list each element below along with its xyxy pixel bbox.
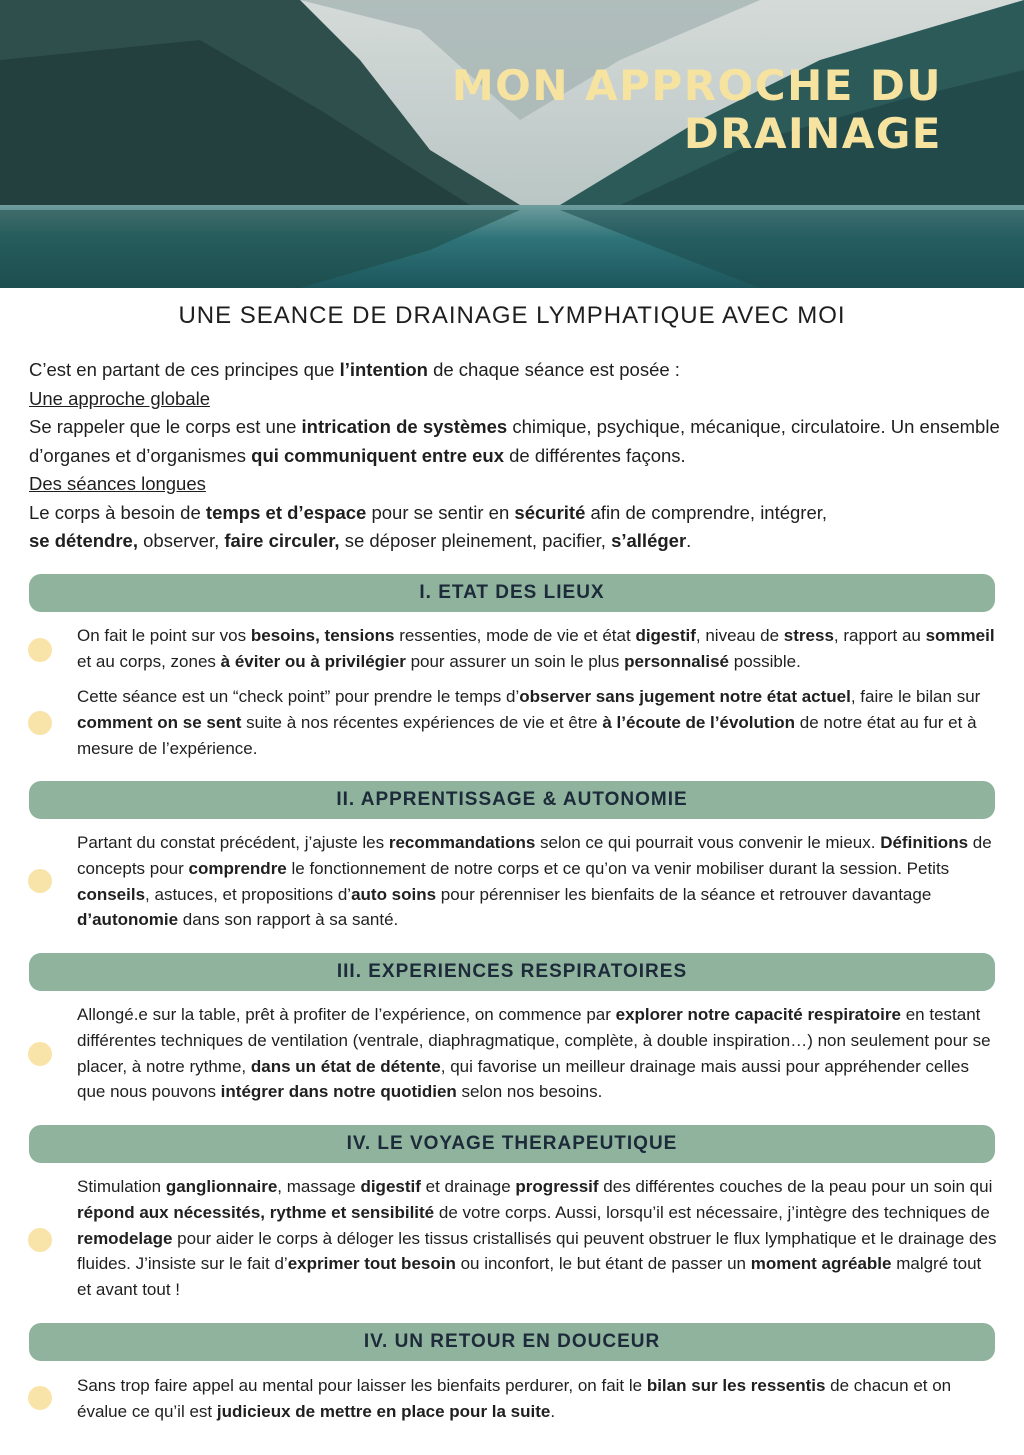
text-run: possible. <box>729 651 801 671</box>
bullet-dot <box>28 638 52 662</box>
text-run: C’est en partant de ces principes que <box>29 359 340 380</box>
text-run: pour aider le corps à déloger les tissus cristallisés qui peuvent obstruer le flux lymphatique et le drainage des fluides. J’insiste sur le fait d’ <box>77 1228 997 1274</box>
bold-text: intrication de systèmes <box>301 416 508 437</box>
text-run: selon nos besoins. <box>456 1082 603 1102</box>
bold-text: comment on se sent <box>77 712 242 732</box>
bold-text: à l’écoute de l’évolution <box>602 712 796 732</box>
text-run: en testant différentes techniques de ventilation (ventrale, diaphragmatique, complète, à double inspiration…) non seulement pour se placer, à notre rythme, <box>77 1005 991 1076</box>
section-4-paragraph <box>77 1174 999 1303</box>
bullet-dot <box>28 1228 52 1252</box>
text-run: de notre état au fur et à mesure de l’expérience. <box>77 712 977 758</box>
section-header-etat-des-lieux: I. ETAT DES LIEUX <box>29 574 995 612</box>
hero-banner <box>0 0 1024 288</box>
bold-text: conseils <box>77 884 146 904</box>
text-run: ressenties, mode de vie et état <box>394 626 636 645</box>
intro-paragraph-2a <box>29 499 1004 528</box>
bold-text: observer sans jugement notre état actuel <box>519 687 851 706</box>
text-run: Le corps à besoin de <box>29 501 206 523</box>
bold-text: remodelage <box>77 1228 173 1248</box>
text-run: pour pérenniser les bienfaits de la séance et retrouver davantage <box>436 884 932 904</box>
section-header-voyage: IV. LE VOYAGE THERAPEUTIQUE <box>29 1125 995 1163</box>
bold-text: auto soins <box>351 884 437 904</box>
text-run: , faire le bilan sur <box>850 687 981 706</box>
text-run: de différentes façons. <box>504 444 686 466</box>
bold-text: comprendre <box>188 858 287 878</box>
title-line-1: MON APPROCHE DU <box>451 61 942 110</box>
text-run: malgré tout et avant tout ! <box>77 1254 982 1300</box>
bold-text: personnalisé <box>624 651 730 671</box>
text-run: dans son rapport à sa santé. <box>178 910 399 930</box>
bold-text: l’intention <box>339 359 428 380</box>
bold-text: temps et d’espace <box>205 501 367 523</box>
section-3-paragraph <box>77 1002 999 1105</box>
text-run: Se rappeler que le corps est une <box>29 416 302 437</box>
text-run: de chaque séance est posée : <box>427 359 680 380</box>
bold-text: sécurité <box>514 501 586 523</box>
heading-seances-longues: Des séances longues <box>29 473 206 494</box>
bold-text: se détendre, <box>29 530 138 551</box>
bold-text: progressif <box>515 1177 599 1196</box>
text-run: pour se sentir en <box>366 501 515 523</box>
text-run: de votre corps. Aussi, lorsqu’il est nécessaire, j’intègre des techniques de <box>434 1202 990 1222</box>
bold-text: recommandations <box>388 833 536 852</box>
text-run: Allongé.e sur la table, prêt à profiter de l’expérience, on commence par <box>77 1005 616 1024</box>
section-header-retour: IV. UN RETOUR EN DOUCEUR <box>29 1323 995 1361</box>
bold-text: qui communiquent entre eux <box>251 444 504 466</box>
bold-text: exprimer tout besoin <box>287 1254 456 1274</box>
bold-text: intégrer dans notre quotidien <box>220 1082 457 1102</box>
subtitle: UNE SEANCE DE DRAINAGE LYMPHATIQUE AVEC MOI <box>178 302 846 329</box>
bold-text: répond aux nécessités, rythme et sensibilité <box>77 1202 435 1222</box>
bold-text: stress <box>783 626 834 645</box>
text-run: le fonctionnement de notre corps et ce qu’on va venir mobiliser durant la session. Petits <box>286 858 950 878</box>
bold-text: Définitions <box>880 833 969 852</box>
text-run: et au corps, zones <box>77 651 221 671</box>
bold-text: ganglionnaire <box>165 1177 278 1196</box>
intro-line <box>29 356 1004 385</box>
text-run: . <box>686 530 692 551</box>
bullet-dot <box>28 711 52 735</box>
text-run: de chacun et on évalue ce qu’il est <box>77 1376 952 1421</box>
bold-text: judicieux de mettre en place pour la suite <box>216 1401 551 1421</box>
text-run: suite à nos récentes expériences de vie et être <box>241 712 603 732</box>
bold-text: moment agréable <box>750 1254 892 1274</box>
intro-paragraph-2b <box>29 527 1004 556</box>
section-1-paragraph-2 <box>77 684 999 761</box>
text-run: . <box>550 1401 556 1421</box>
text-run: chimique, psychique, mécanique, circulatoire. Un ensemble d’organes et d’organismes <box>29 416 1000 466</box>
text-run: ou inconfort, le but étant de passer un <box>455 1254 751 1274</box>
text-run: Sans trop faire appel au mental pour laisser les bienfaits perdurer, on fait le <box>77 1376 647 1395</box>
text-run: des différentes couches de la peau pour un soin qui <box>598 1177 993 1196</box>
bullet-dot <box>28 1386 52 1410</box>
bold-text: digestif <box>635 626 696 645</box>
page-title <box>452 62 942 158</box>
text-run: selon ce qui pourrait vous convenir le mieux. <box>535 833 881 852</box>
section-header-apprentissage: II. APPRENTISSAGE & AUTONOMIE <box>29 781 995 819</box>
bold-text: s’alléger <box>611 530 687 551</box>
heading-approche-globale: Une approche globale <box>29 387 211 409</box>
bullet-dot <box>28 1042 52 1066</box>
intro-paragraph-1 <box>29 413 1004 470</box>
bold-text: faire circuler, <box>224 530 340 551</box>
bold-text: bilan sur les ressentis <box>646 1376 826 1395</box>
bullet-dot <box>28 869 52 893</box>
bold-text: digestif <box>360 1177 421 1196</box>
bold-text: dans un état de détente <box>250 1056 441 1076</box>
text-run: , astuces, et propositions d’ <box>145 884 352 904</box>
text-run: afin de comprendre, intégrer, <box>585 501 828 523</box>
text-run: pour assurer un soin le plus <box>405 651 625 671</box>
text-run: et drainage <box>420 1177 516 1196</box>
text-run: , niveau de <box>695 626 784 645</box>
bold-text: besoins, tensions <box>250 626 395 645</box>
bold-text: sommeil <box>925 626 995 645</box>
text-run: Cette séance est un “check point” pour prendre le temps d’ <box>77 687 520 706</box>
bold-text: d’autonomie <box>77 910 179 930</box>
text-run: Partant du constat précédent, j’ajuste les <box>77 833 389 852</box>
section-header-respiratoires: III. EXPERIENCES RESPIRATOIRES <box>29 953 995 991</box>
bold-text: explorer notre capacité respiratoire <box>615 1005 901 1024</box>
text-run: Stimulation <box>77 1177 166 1196</box>
text-run: observer, <box>138 530 225 551</box>
text-run: , rapport au <box>833 626 926 645</box>
section-5-paragraph <box>77 1373 999 1425</box>
intro-block <box>29 356 1004 556</box>
text-run: , qui favorise un meilleur drainage mais aussi pour appréhender celles que nous pouvons <box>77 1056 969 1102</box>
text-run: de concepts pour <box>77 833 992 878</box>
bold-text: à éviter ou à privilégier <box>220 651 406 671</box>
text-run: se déposer pleinement, pacifier, <box>339 530 612 551</box>
title-line-2: DRAINAGE <box>683 109 942 158</box>
section-1-paragraph-1 <box>77 623 999 675</box>
text-run: , massage <box>277 1177 361 1196</box>
text-run: On fait le point sur vos <box>77 626 251 645</box>
section-2-paragraph <box>77 830 999 933</box>
